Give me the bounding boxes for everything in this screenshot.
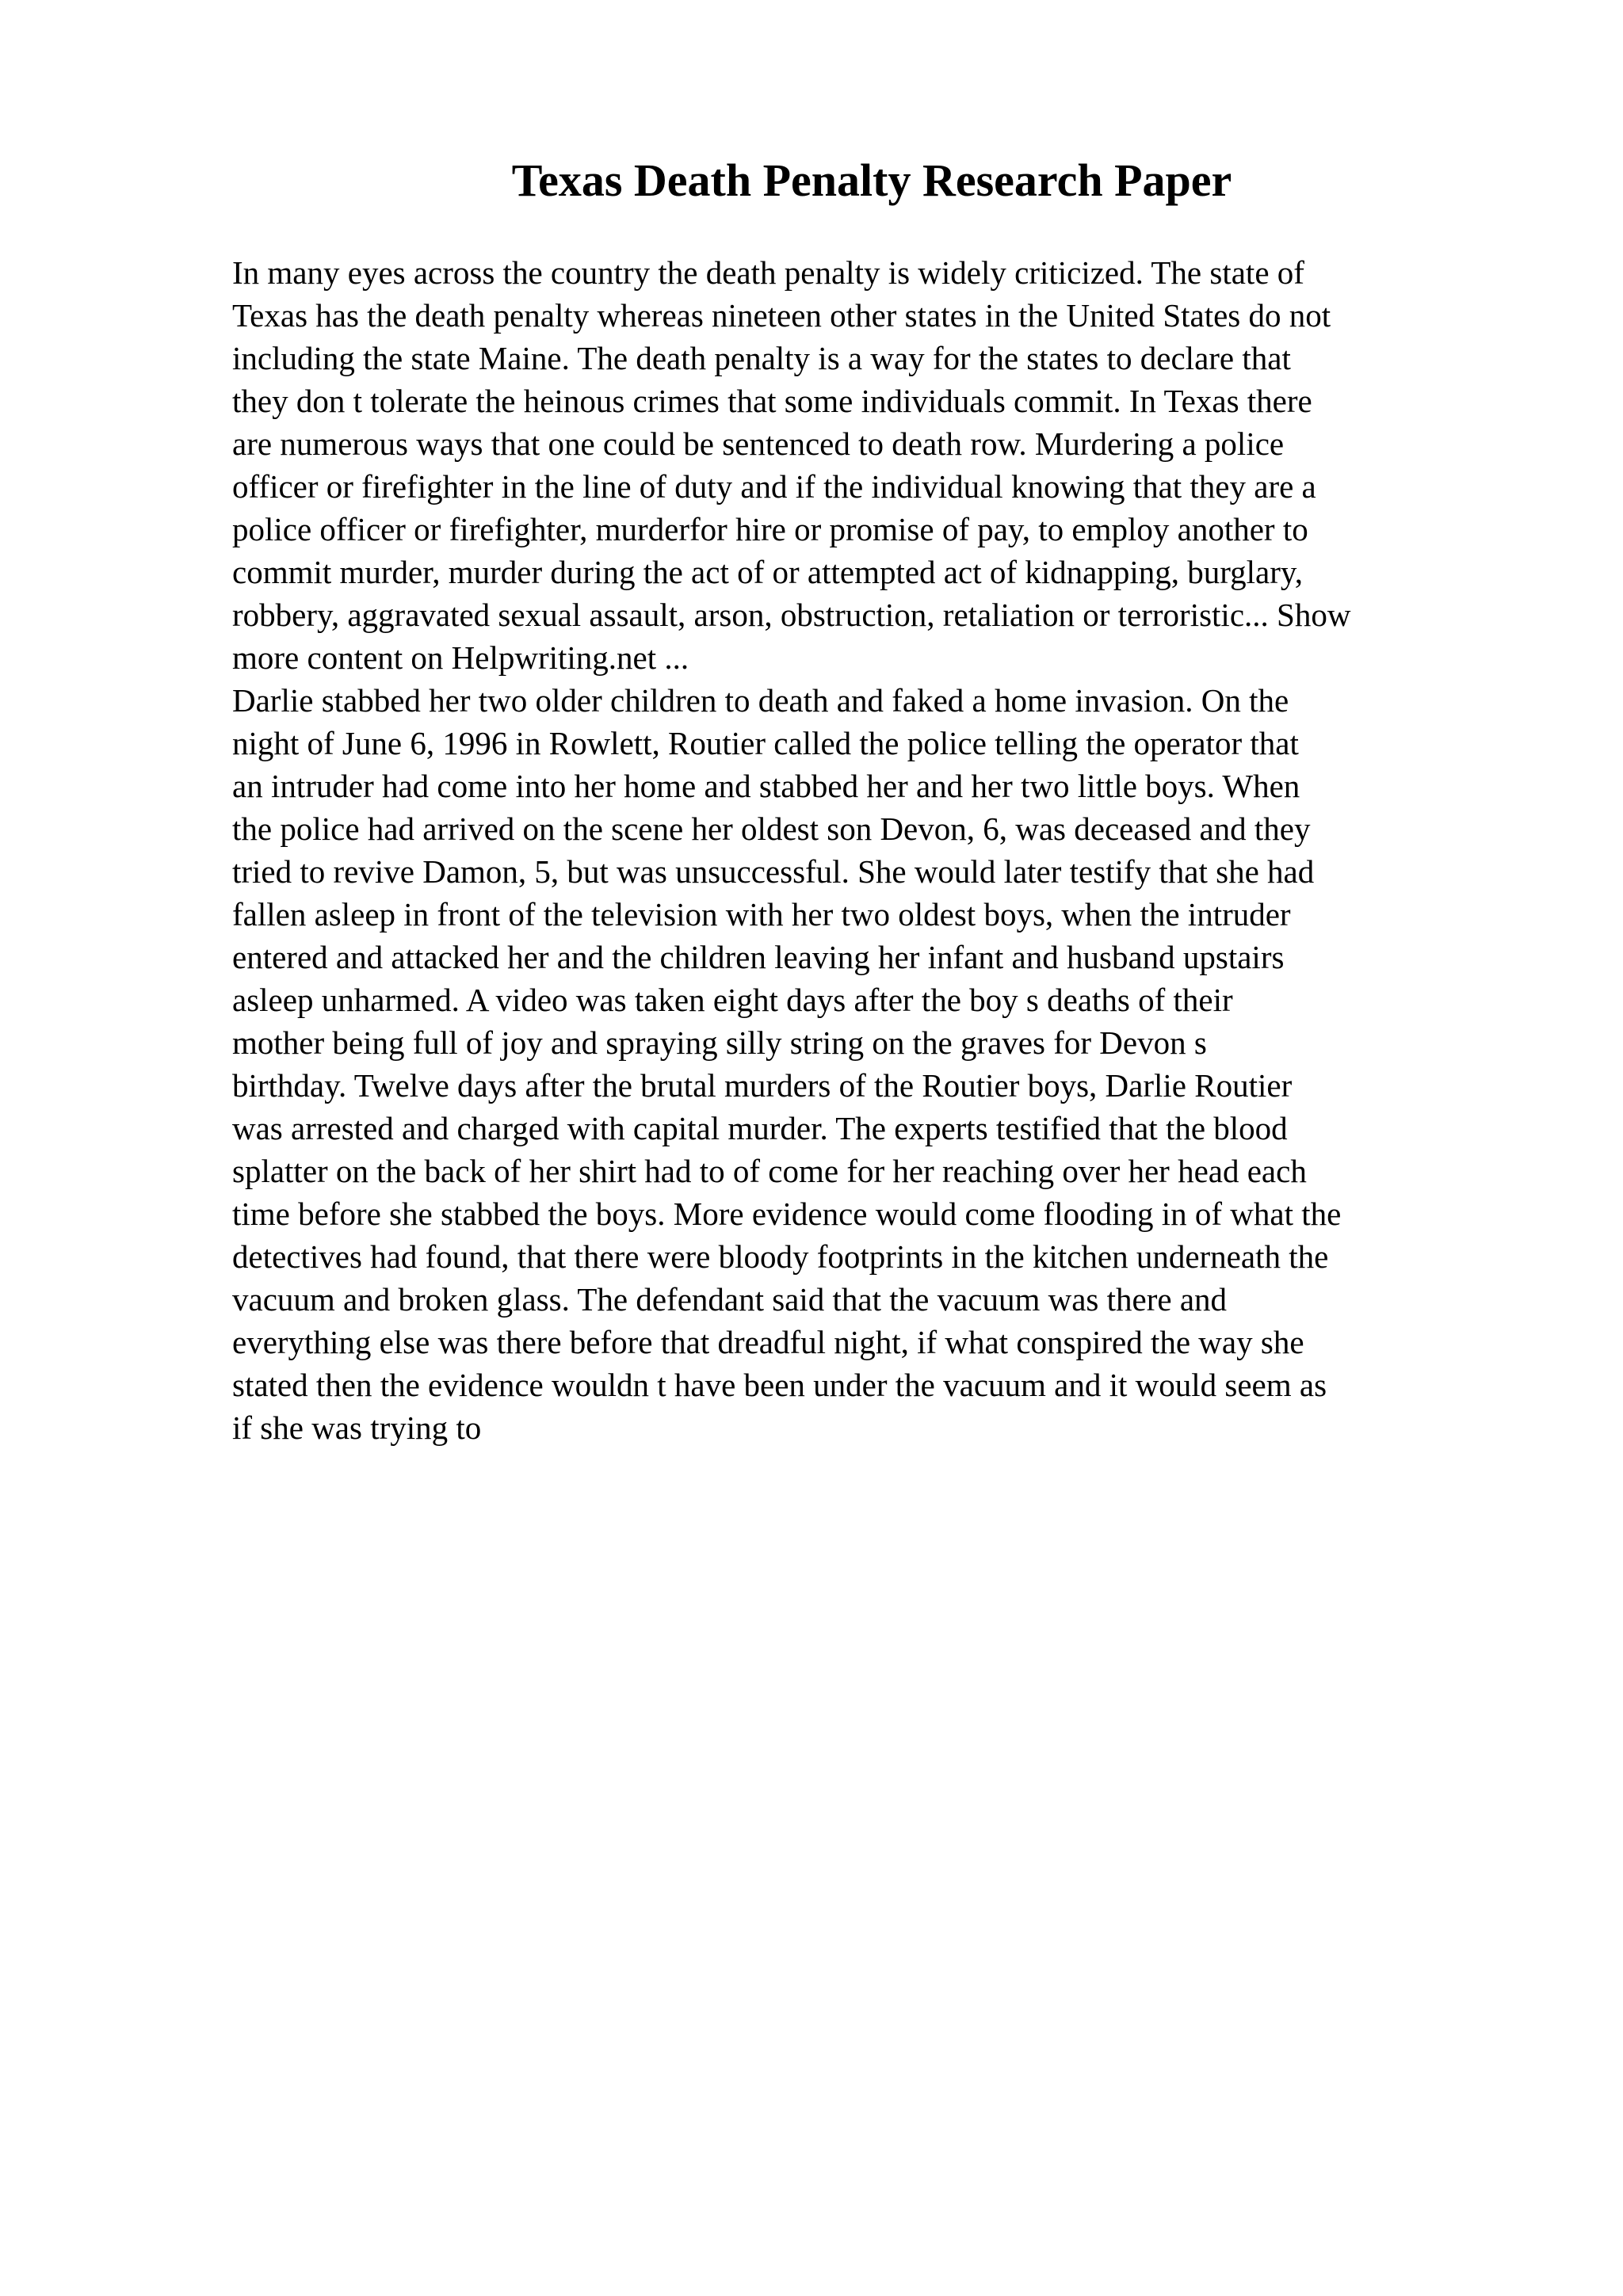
body-line: mother being full of joy and spraying silly string on the graves for Devon s	[232, 1024, 1207, 1061]
body-line: they don t tolerate the heinous crimes that some individuals commit. In Texas there	[232, 383, 1312, 419]
body-line: night of June 6, 1996 in Rowlett, Routier called the police telling the operator that	[232, 725, 1299, 761]
body-line: time before she stabbed the boys. More evidence would come flooding in of what the	[232, 1196, 1342, 1232]
body-line: asleep unharmed. A video was taken eight days after the boy s deaths of their	[232, 982, 1233, 1018]
body-line: Texas has the death penalty whereas nineteen other states in the United States do not	[232, 297, 1331, 334]
body-line: splatter on the back of her shirt had to of come for her reaching over her head each	[232, 1153, 1307, 1189]
body-line: Darlie stabbed her two older children to death and faked a home invasion. On the	[232, 682, 1289, 719]
body-line: more content on Helpwriting.net ...	[232, 639, 689, 676]
body-line: birthday. Twelve days after the brutal murders of the Routier boys, Darlie Routier	[232, 1067, 1293, 1104]
body-line: detectives had found, that there were bloody footprints in the kitchen underneath the	[232, 1238, 1329, 1275]
body-line: everything else was there before that dreadful night, if what conspired the way she	[232, 1324, 1304, 1360]
body-line: was arrested and charged with capital murder. The experts testified that the blood	[232, 1110, 1288, 1146]
body-line: an intruder had come into her home and stabbed her and her two little boys. When	[232, 768, 1300, 804]
body-line: officer or firefighter in the line of duty and if the individual knowing that they are a	[232, 468, 1316, 505]
body-line: commit murder, murder during the act of or attempted act of kidnapping, burglary,	[232, 554, 1303, 590]
page-title: Texas Death Penalty Research Paper	[511, 154, 1232, 206]
body-line: In many eyes across the country the death penalty is widely criticized. The state of	[232, 254, 1304, 291]
body-line: vacuum and broken glass. The defendant said that the vacuum was there and	[232, 1281, 1228, 1318]
body-line: stated then the evidence wouldn t have been under the vacuum and it would seem as	[232, 1367, 1327, 1403]
body-line: fallen asleep in front of the television with her two oldest boys, when the intruder	[232, 896, 1291, 933]
body-line: are numerous ways that one could be sentenced to death row. Murdering a police	[232, 425, 1285, 462]
body-line: tried to revive Damon, 5, but was unsuccessful. She would later testify that she had	[232, 853, 1315, 890]
body-line: robbery, aggravated sexual assault, arson, obstruction, retaliation or terroristic... Show	[232, 597, 1351, 633]
body-line: police officer or firefighter, murderfor hire or promise of pay, to employ another to	[232, 511, 1308, 547]
body-line: if she was trying to	[232, 1409, 482, 1446]
body-line: entered and attacked her and the children leaving her infant and husband upstairs	[232, 939, 1285, 975]
body-line: the police had arrived on the scene her oldest son Devon, 6, was deceased and they	[232, 810, 1311, 847]
body-line: including the state Maine. The death penalty is a way for the states to declare that	[232, 340, 1291, 376]
